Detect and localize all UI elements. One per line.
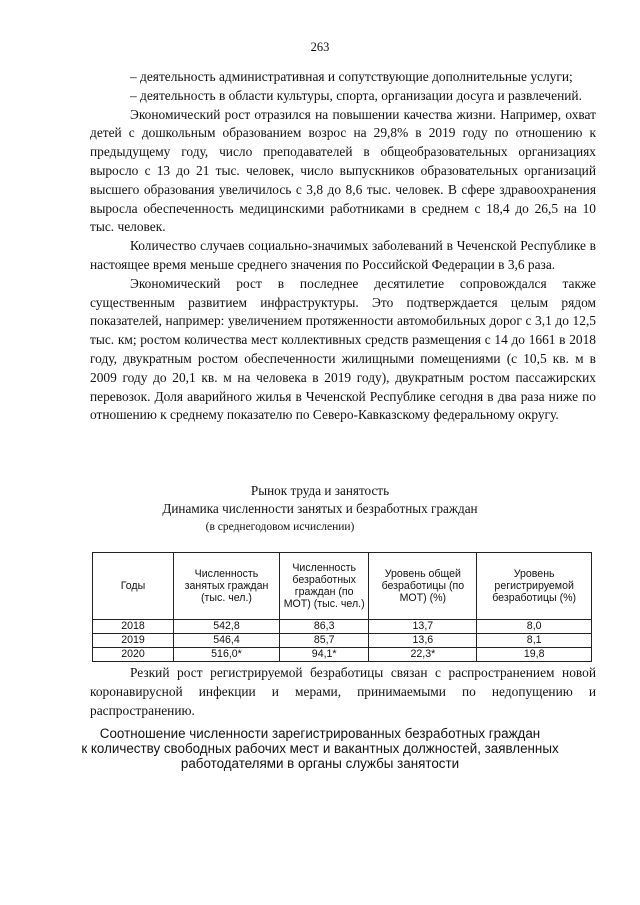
table-cell: 13,6 bbox=[369, 634, 477, 648]
table-cell: 22,3* bbox=[369, 648, 477, 662]
table-title: Динамика численности занятых и безработных граждан bbox=[162, 501, 478, 516]
table-header-row bbox=[93, 553, 592, 620]
table-cell: 8,1 bbox=[477, 634, 592, 648]
main-text bbox=[90, 68, 596, 425]
header-registered-unemployment: Уровень регистрируемой безработицы (%) bbox=[477, 553, 592, 620]
table-cell: 2020 bbox=[93, 648, 174, 662]
table-cell: 516,0* bbox=[173, 648, 279, 662]
paragraph: Экономический рост в последнее десятилетие сопровождался также существенным развитием инфраструктуры. Это подтверждается целым рядом показателей, например: увеличением протяженности автомобильных дорог с 3,1 до 12,5 тыс. км; ростом количества мест коллективных средств размещения с 14 до 1661 в 2018 году, двукратным ростом обеспеченности жилищными помещениями (с 10,5 кв. м в 2009 году до 20,1 кв. м на человека в 2019 году), двукратным ростом пассажирских перевозок. Доля аварийного жилья в Чеченской Республике сегодня в два раза ниже по отношению к среднему показателю по Северо-Кавказскому федеральному округу. bbox=[90, 275, 596, 423]
table-note: (в среднегодовом исчислении) bbox=[205, 521, 355, 533]
table-cell: 85,7 bbox=[280, 634, 369, 648]
table-cell: 19,8 bbox=[477, 648, 592, 662]
table-cell: 2019 bbox=[93, 634, 174, 648]
final-title-line: Соотношение численности зарегистрированных безработных граждан bbox=[99, 726, 541, 741]
table-row bbox=[93, 634, 592, 648]
final-title-line: к количеству свободных рабочих мест и вакантных должностей, заявленных bbox=[81, 741, 559, 756]
table-cell: 2018 bbox=[93, 620, 174, 634]
list-item: – деятельность в области культуры, спорта, организации досуга и развлечений. bbox=[130, 87, 582, 103]
header-employed: Численность занятых граждан (тыс. чел.) bbox=[173, 553, 279, 620]
table-row bbox=[93, 620, 592, 634]
page-number: 263 bbox=[310, 40, 330, 54]
table-row bbox=[93, 648, 592, 662]
table-cell: 542,8 bbox=[173, 620, 279, 634]
final-title-line: работодателями в органы службы занятости bbox=[180, 756, 460, 771]
table-cell: 94,1* bbox=[280, 648, 369, 662]
after-table-text bbox=[90, 664, 596, 720]
table-cell: 86,3 bbox=[280, 620, 369, 634]
paragraph: Резкий рост регистрируемой безработицы связан с распространением новой коронавирусной инфекции и мерами, принимаемыми по недопущению и распространению. bbox=[90, 665, 596, 718]
paragraph: Количество случаев социально-значимых заболеваний в Чеченской Республике в настоящее время меньше среднего значения по Российской Федерации в 3,6 раза. bbox=[90, 238, 596, 272]
table-cell: 13,7 bbox=[369, 620, 477, 634]
table-cell: 8,0 bbox=[477, 620, 592, 634]
section-heading: Рынок труда и занятость bbox=[250, 483, 390, 498]
header-years: Годы bbox=[93, 553, 174, 620]
header-unemployment-rate: Уровень общей безработицы (по МОТ) (%) bbox=[369, 553, 477, 620]
header-unemployed: Численность безработных граждан (по МОТ) (тыс. чел.) bbox=[280, 553, 369, 620]
table-cell: 546,4 bbox=[173, 634, 279, 648]
employment-table bbox=[92, 552, 592, 662]
paragraph: Экономический рост отразился на повышении качества жизни. Например, охват детей с дошкольным образованием возрос на 29,8% в 2019 году по отношению к предыдущему году, число преподавателей в общеобразовательных организациях выросло с 13 до 21 тыс. человек, число выпускников образовательных организаций высшего образования увеличилось с 3,8 до 8,6 тыс. человек. В сфере здравоохранения выросла обеспеченность медицинскими работниками в среднем с 18,4 до 26,5 на 10 тыс. человек. bbox=[90, 106, 596, 235]
list-item: – деятельность административная и сопутствующие дополнительные услуги; bbox=[130, 69, 573, 84]
